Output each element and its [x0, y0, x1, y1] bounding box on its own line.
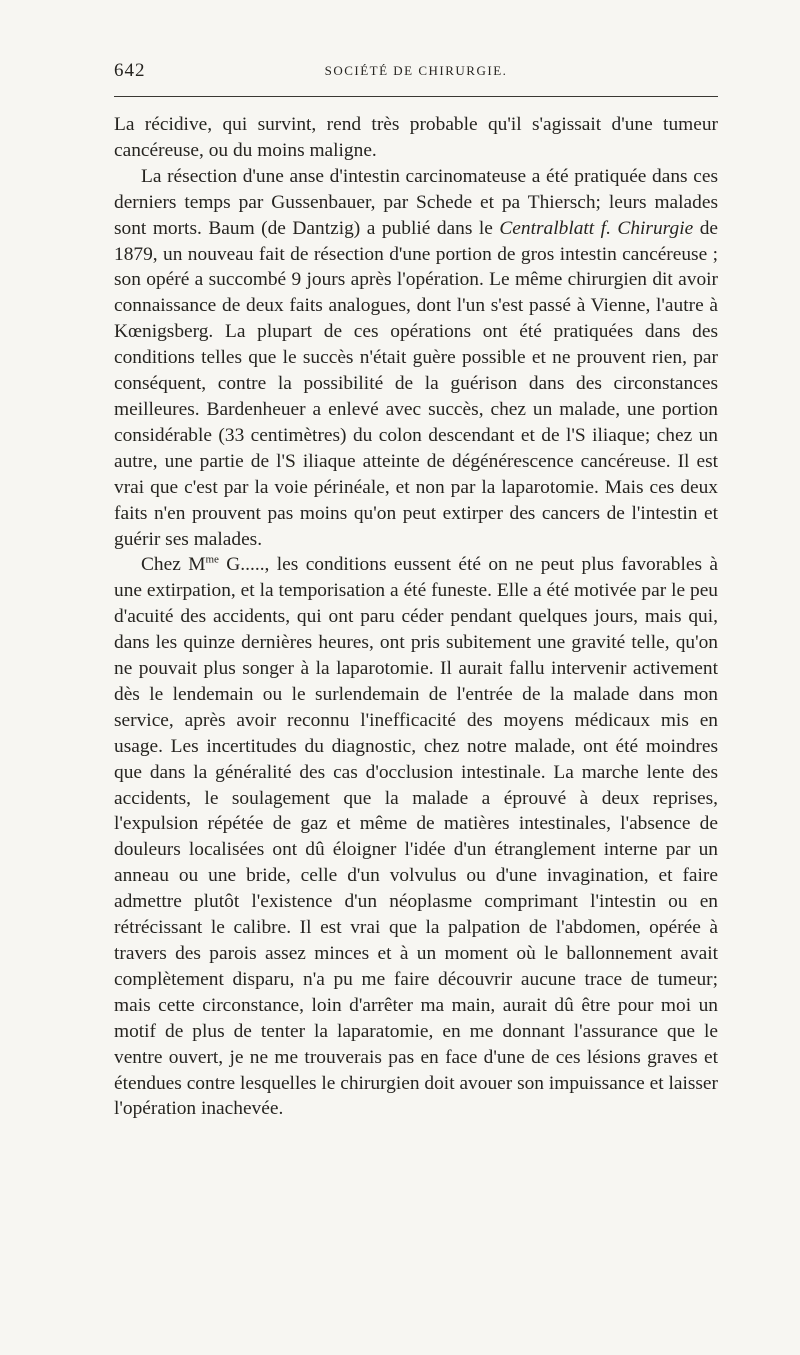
paragraph-2 [114, 164, 718, 553]
header-rule [114, 96, 718, 97]
paragraph-3-text-start: Chez M [141, 554, 206, 576]
madame-superscript: me [205, 553, 219, 566]
paragraph-2-text-end: de 1879, un nouveau fait de résection d'une portion de gros intestin cancéreuse ; son opéré a succombé 9 jours après l'opération. Le même chirurgien dit avoir connaissance de deux faits analogues, dont l'un s'est passé à Vienne, l'autre à Kœnigsberg. La plupart de ces opérations ont été pratiquées dans des conditions telles que le succès n'était guère possible et ne prouvent rien, par conséquent, contre la possibilité de la guérison dans des circonstances meilleures. Bardenheuer a enlevé avec succès, chez un malade, une portion considérable (33 centimètres) du colon descendant et de l'S iliaque; chez un autre, une partie de l'S iliaque atteinte de dégénérescence cancéreuse. Il est vrai que c'est par la voie périnéale, et non par la laparotomie. Mais ces deux faits n'en prouvent pas moins qu'on peut extirper des cancers de l'intestin et guérir ses malades. [114, 217, 718, 550]
paragraph-1: La récidive, qui survint, rend très probable qu'il s'agissait d'une tumeur cancéreuse, ou du moins maligne. [114, 114, 718, 161]
journal-citation: Centralblatt f. Chirurgie [499, 217, 694, 239]
paragraph-3-text-end: G....., les conditions eussent été on ne peut plus favorables à une extirpation, et la temporisation a été funeste. Elle a été motivée par le peu d'acuité des accidents, qui ont paru céder pendant quelques jours, mais qui, dans les quinze dernières heures, ont pris subitement une gravité telle, qu'on ne pouvait plus songer à la laparotomie. Il aurait fallu intervenir activement dès le lendemain ou le surlendemain de l'entrée de la malade dans mon service, après avoir reconnu l'inefficacité des moyens médicaux mis en usage. Les incertitudes du diagnostic, chez notre malade, ont été moindres que dans la généralité des cas d'occlusion intestinale. La marche lente des accidents, le soulagement que la malade a éprouvé à deux reprises, l'expulsion répétée de gaz et même de matières intestinales, l'absence de douleurs localisées ont dû éloigner l'idée d'un étranglement interne par un anneau ou une bride, celle d'un volvulus ou d'une invagination, et faire admettre plutôt l'existence d'un néoplasme comprimant l'intestin ou en rétrécissant le calibre. Il est vrai que la palpation de l'abdomen, opérée à travers des parois assez minces et à un moment où le ballonnement avait complètement disparu, n'a pu me faire découvrir aucune trace de tumeur; mais cette circonstance, loin d'arrêter ma main, aurait dû être pour moi un motif de plus de tenter la laparatomie, en me donnant l'assurance que le ventre ouvert, je ne me trouverais pas en face d'une de ces lésions graves et étendues contre lesquelles le chirurgien doit avouer son impuissance et laisser l'opération inachevée. [114, 554, 718, 1120]
body-text [114, 112, 718, 1122]
paragraph-3 [114, 552, 718, 1122]
paragraph-2-text-start: La résection d'une anse d'intestin carcinomateuse a été pratiquée dans ces derniers temps par Gussenbauer, par Schede et pa Thiersch; leurs malades sont morts. Baum (de Dantzig) a publié dans le [114, 165, 718, 239]
journal-title: SOCIÉTÉ DE CHIRURGIE. [324, 63, 508, 78]
running-head [114, 60, 718, 86]
page-number: 642 [114, 60, 146, 81]
